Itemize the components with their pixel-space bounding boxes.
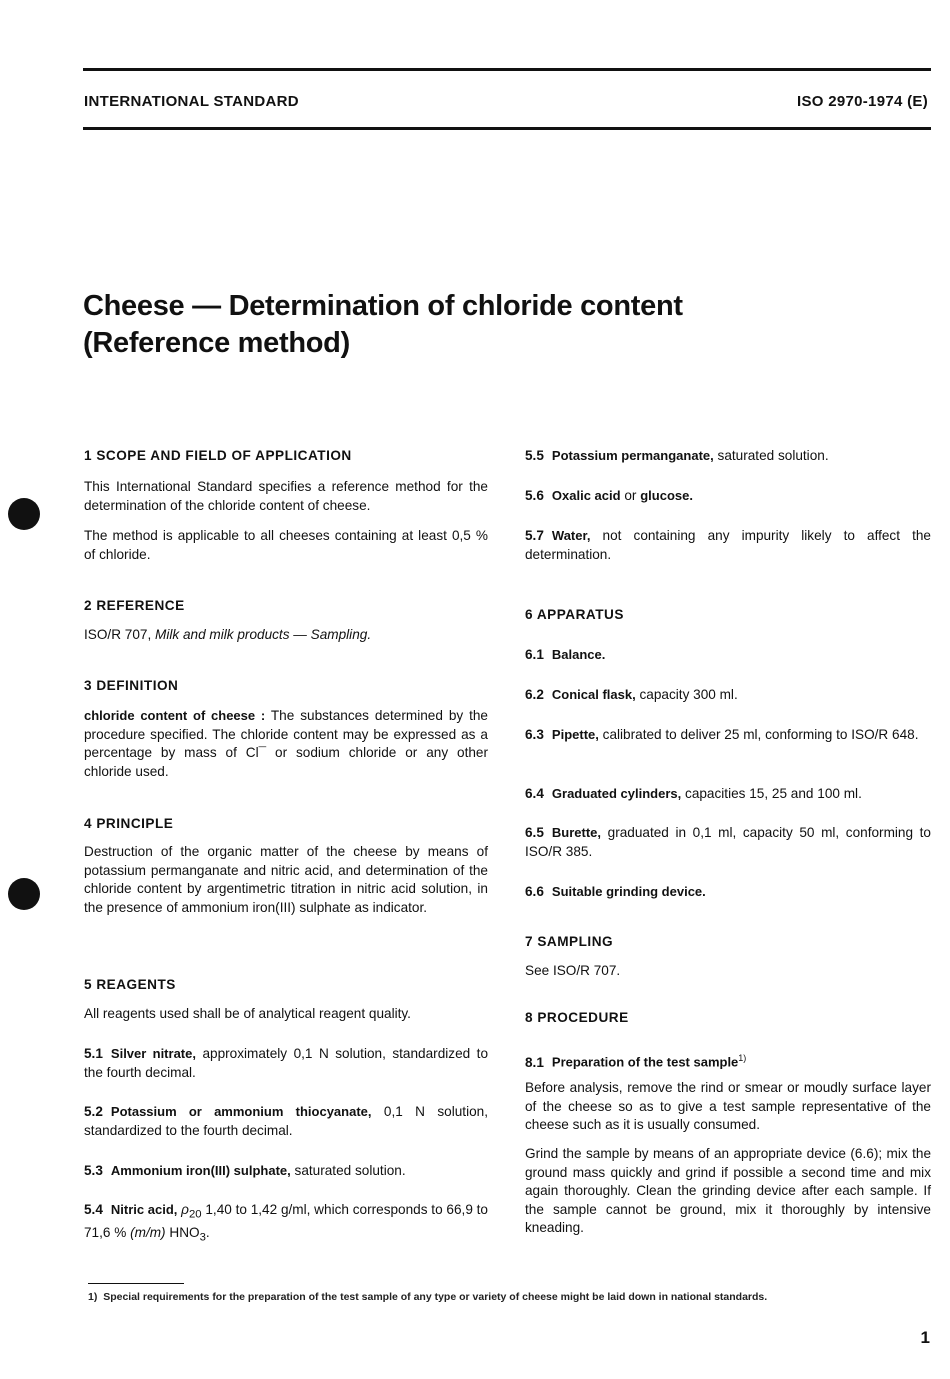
section-5-intro: All reagents used shall be of analytical reagent quality. xyxy=(84,1006,411,1021)
title-line-2: (Reference method) xyxy=(83,327,350,359)
apparatus-6-5: 6.5 Burette, graduated in 0,1 ml, capacity 50 ml, conforming to ISO/R 385. xyxy=(525,825,931,859)
section-3-heading: 3 DEFINITION xyxy=(84,678,179,693)
section-6-heading: 6 APPARATUS xyxy=(525,607,624,622)
section-4-heading: 4 PRINCIPLE xyxy=(84,816,174,831)
section-2-heading: 2 REFERENCE xyxy=(84,598,185,613)
section-2-reference: ISO/R 707, Milk and milk products — Sampling. xyxy=(84,627,372,642)
section-4-paragraph: Destruction of the organic matter of the cheese by means of potassium permanganate and nitric acid, and determination of the chloride content by argentimetric titration in nitric acid solution, in the presence of ammonium iron(III) sulphate as indicator. xyxy=(84,844,488,915)
apparatus-6-4: 6.4 Graduated cylinders, capacities 15, 25 and 100 ml. xyxy=(525,786,862,801)
apparatus-6-6: 6.6 Suitable grinding device. xyxy=(525,884,706,899)
standard-type-label: INTERNATIONAL STANDARD xyxy=(84,93,299,110)
document-title xyxy=(83,288,843,362)
section-1-heading: 1 SCOPE AND FIELD OF APPLICATION xyxy=(84,448,352,463)
apparatus-6-2: 6.2 Conical flask, capacity 300 ml. xyxy=(525,687,738,702)
reagent-5-6: 5.6 Oxalic acid or glucose. xyxy=(525,488,693,503)
procedure-8-1-heading: 8.1 Preparation of the test sample$^{1)}$ xyxy=(525,1053,747,1070)
section-8-heading: 8 PROCEDURE xyxy=(525,1010,629,1025)
reagent-5-5: 5.5 Potassium permanganate, saturated solution. xyxy=(525,448,829,463)
header-bottom-rule xyxy=(83,127,931,130)
apparatus-6-1: 6.1 Balance. xyxy=(525,647,606,662)
reagent-5-3: 5.3 Ammonium iron(III) sulphate, saturated solution. xyxy=(84,1163,406,1178)
procedure-8-1-paragraph-2: Grind the sample by means of an appropriate device (6.6); mix the ground mass quickly and grind if possible a second time and mix again thoroughly. Clean the grinding device after each sample. If the sample cannot be ground, mix it thoroughly by intensive kneading. xyxy=(525,1146,931,1235)
footnote-rule xyxy=(88,1283,184,1284)
reagent-5-7: 5.7 Water, not containing any impurity likely to affect the determination. xyxy=(525,528,931,562)
reagent-5-1: 5.1 Silver nitrate, approximately 0,1 N solution, standardized to the fourth decimal. xyxy=(84,1046,489,1080)
margin-bullet-icon xyxy=(8,878,40,910)
reagent-5-4: 5.4 Nitric acid, $\rho_{20}$ 1,40 to 1,42 g/ml, which corresponds to 66,9 to 71,6 % (m/m) $HNO_3$. xyxy=(84,1202,488,1244)
page-number: 1 xyxy=(920,1328,930,1347)
section-5-heading: 5 REAGENTS xyxy=(84,977,176,992)
procedure-8-1-paragraph-1: Before analysis, remove the rind or smear or moudly surface layer of the cheese so as to give a test sample representative of the cheese such as it is usually consumed. xyxy=(525,1080,931,1132)
section-7-heading: 7 SAMPLING xyxy=(525,934,614,949)
definition-term: chloride content of cheese : xyxy=(84,708,266,723)
reagent-5-2: 5.2 Potassium or ammonium thiocyanate, 0,1 N solution, standardized to the fourth decimal. xyxy=(84,1104,488,1138)
section-1-paragraph-2: The method is applicable to all cheeses containing at least 0,5 % of chloride. xyxy=(84,528,488,562)
header-top-rule xyxy=(83,68,931,71)
section-1-paragraph-1: This International Standard specifies a reference method for the determination of the chloride content of cheese. xyxy=(84,479,488,513)
footnote-reference: 1) xyxy=(738,1053,747,1063)
reference-title: Milk and milk products — Sampling. xyxy=(155,627,372,642)
footnote-marker: 1) xyxy=(88,1291,98,1303)
margin-bullet-icon xyxy=(8,498,40,530)
title-line-1: Cheese — Determination of chloride content xyxy=(83,290,683,322)
standard-number: ISO 2970-1974 (E) xyxy=(796,93,928,110)
footnote xyxy=(88,1291,767,1303)
footnote-text: Special requirements for the preparation of the test sample of any type or variety of cheese might be laid down in national standards. xyxy=(103,1291,768,1303)
apparatus-6-3: 6.3 Pipette, calibrated to deliver 25 ml, conforming to ISO/R 648. xyxy=(525,727,919,742)
section-3-definition: chloride content of cheese : The substances determined by the procedure specified. The chloride content may be expressed as a percentage by mass of Cl¯ or sodium chloride or any other chloride used. xyxy=(84,708,488,779)
section-7-text: See ISO/R 707. xyxy=(525,963,621,978)
